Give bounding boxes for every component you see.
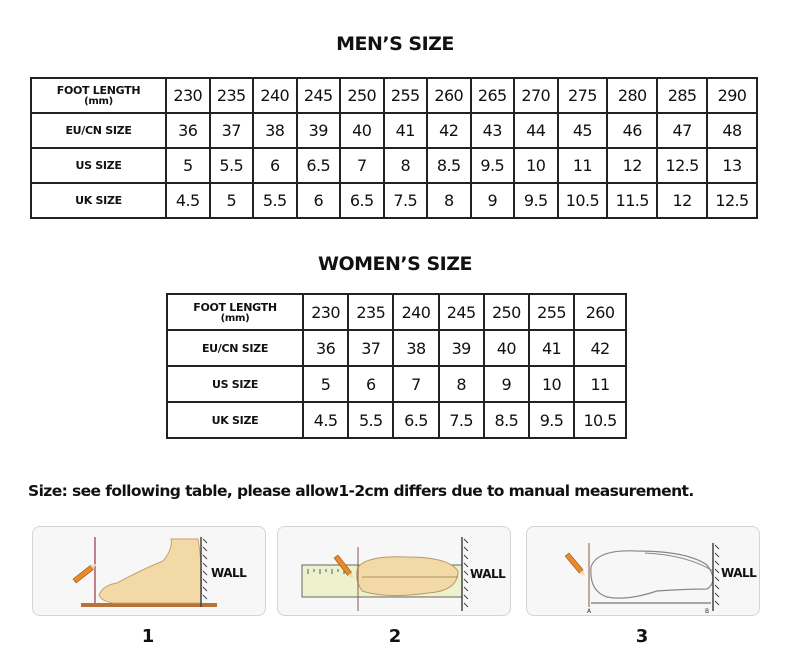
table-cell: 5.5 [253,183,297,218]
table-cell: 275 [558,78,608,113]
wall-label: WALL [470,567,506,581]
foot-side-view-icon [33,527,265,615]
row-header-us: US SIZE [31,148,166,183]
table-cell: 7 [393,366,438,402]
mens-size-table [30,77,758,219]
table-cell: 230 [166,78,210,113]
table-cell: 42 [427,113,471,148]
foot-outline-trace-icon [527,527,759,615]
table-cell: 5.5 [210,148,254,183]
table-cell: 41 [384,113,428,148]
wall-label: WALL [721,566,757,580]
table-cell: 8 [439,366,484,402]
table-cell: 10.5 [558,183,608,218]
table-cell: 6.5 [297,148,341,183]
marker-a: A [587,608,592,615]
table-cell: 45 [558,113,608,148]
table-cell: 7 [340,148,384,183]
table-row-foot-length [31,78,757,113]
table-cell: 10 [529,366,574,402]
step-3-illustration [526,526,760,616]
marker-b: B [705,608,710,615]
table-cell: 235 [348,294,393,330]
row-header-foot-length: FOOT LENGTH (mm) [167,294,303,330]
table-cell: 285 [657,78,707,113]
table-cell: 9.5 [529,402,574,438]
table-row-us [167,366,626,402]
table-cell: 11 [574,366,626,402]
table-cell: 8.5 [427,148,471,183]
table-cell: 40 [340,113,384,148]
table-cell: 43 [471,113,515,148]
table-cell: 260 [574,294,626,330]
mens-size-title: MEN’S SIZE [336,33,454,55]
table-cell: 8 [427,183,471,218]
table-cell: 280 [607,78,657,113]
table-cell: 9 [484,366,529,402]
table-cell: 10 [514,148,558,183]
table-cell: 7.5 [384,183,428,218]
table-cell: 9.5 [514,183,558,218]
table-cell: 5.5 [348,402,393,438]
table-cell: 255 [529,294,574,330]
table-cell: 270 [514,78,558,113]
table-cell: 42 [574,330,626,366]
table-cell: 44 [514,113,558,148]
table-cell: 38 [393,330,438,366]
table-cell: 5 [303,366,348,402]
table-cell: 8.5 [484,402,529,438]
table-cell: 6.5 [340,183,384,218]
pencil-icon [73,562,98,583]
table-cell: 12.5 [707,183,757,218]
table-cell: 6.5 [393,402,438,438]
row-header-uk: UK SIZE [31,183,166,218]
wall-label: WALL [211,566,247,580]
table-cell: 8 [384,148,428,183]
table-row-eu-cn [31,113,757,148]
table-row-eu-cn [167,330,626,366]
table-cell: 47 [657,113,707,148]
table-cell: 240 [393,294,438,330]
row-header-eu-cn: EU/CN SIZE [167,330,303,366]
step-1-illustration [32,526,266,616]
table-cell: 9 [471,183,515,218]
table-row-uk [31,183,757,218]
foot-top-view-ruler-icon [278,527,510,615]
table-cell: 250 [484,294,529,330]
table-cell: 6 [348,366,393,402]
table-cell: 4.5 [303,402,348,438]
table-cell: 11.5 [607,183,657,218]
row-header-us: US SIZE [167,366,303,402]
table-cell: 10.5 [574,402,626,438]
table-cell: 6 [253,148,297,183]
table-cell: 6 [297,183,341,218]
table-cell: 46 [607,113,657,148]
table-cell: 7.5 [439,402,484,438]
table-cell: 36 [166,113,210,148]
step-number-3: 3 [635,626,649,647]
pencil-icon [565,553,587,578]
table-cell: 12.5 [657,148,707,183]
table-cell: 13 [707,148,757,183]
table-cell: 12 [607,148,657,183]
step-number-2: 2 [388,626,402,647]
table-cell: 48 [707,113,757,148]
table-cell: 240 [253,78,297,113]
table-cell: 4.5 [166,183,210,218]
table-cell: 5 [210,183,254,218]
table-cell: 5 [166,148,210,183]
table-cell: 39 [297,113,341,148]
table-cell: 36 [303,330,348,366]
row-header-eu-cn: EU/CN SIZE [31,113,166,148]
step-number-1: 1 [141,626,155,647]
table-cell: 235 [210,78,254,113]
table-cell: 40 [484,330,529,366]
table-cell: 245 [439,294,484,330]
table-cell: 250 [340,78,384,113]
row-header-foot-length: FOOT LENGTH (mm) [31,78,166,113]
womens-size-table [166,293,627,439]
measurement-note: Size: see following table, please allow1-2cm differs due to manual measurement. [28,482,694,500]
table-cell: 9.5 [471,148,515,183]
table-cell: 41 [529,330,574,366]
table-cell: 245 [297,78,341,113]
womens-size-title: WOMEN’S SIZE [318,253,472,275]
table-cell: 37 [210,113,254,148]
table-cell: 290 [707,78,757,113]
table-cell: 12 [657,183,707,218]
step-2-illustration [277,526,511,616]
table-cell: 255 [384,78,428,113]
table-cell: 230 [303,294,348,330]
table-cell: 260 [427,78,471,113]
table-cell: 39 [439,330,484,366]
row-header-uk: UK SIZE [167,402,303,438]
table-row-us [31,148,757,183]
table-row-foot-length [167,294,626,330]
table-cell: 37 [348,330,393,366]
table-cell: 265 [471,78,515,113]
table-cell: 11 [558,148,608,183]
table-row-uk [167,402,626,438]
table-cell: 38 [253,113,297,148]
